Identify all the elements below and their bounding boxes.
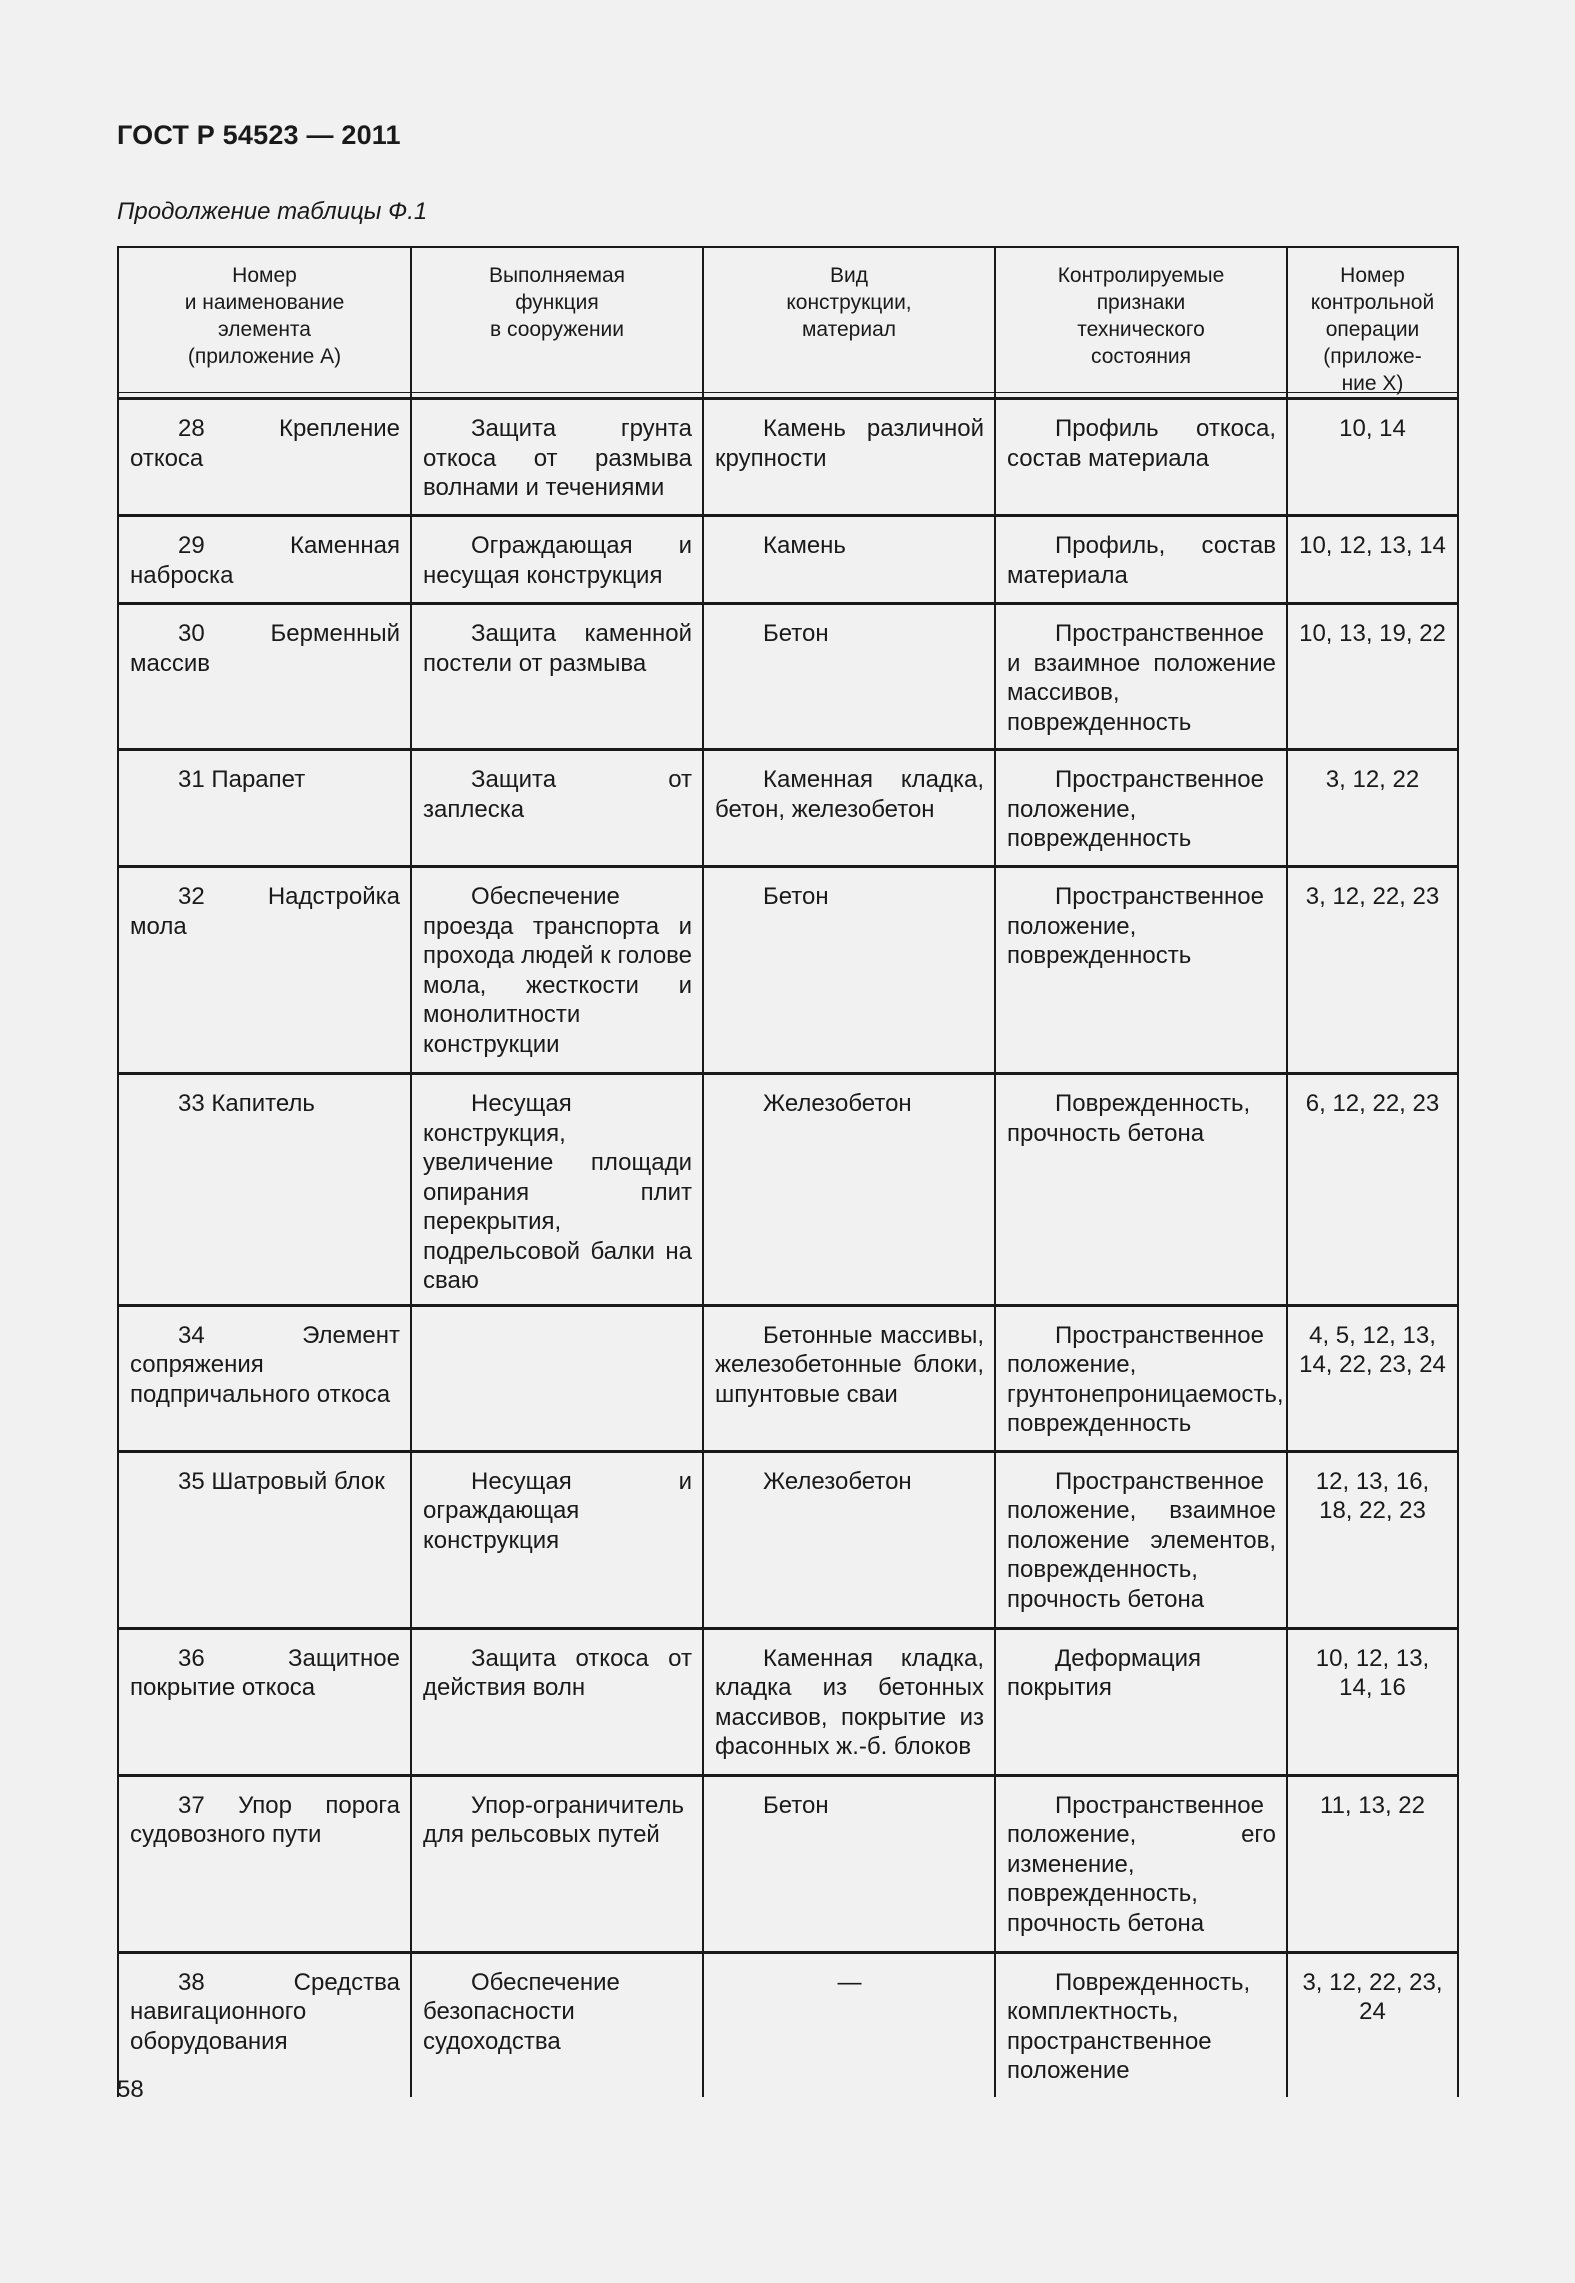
cell-element: 37 Упор порога судовозного пути (118, 1775, 411, 1952)
table-row (118, 604, 1458, 750)
cell-element: 38 Средства навигационного оборудования (118, 1952, 411, 2097)
cell-function: Упор-ограничитель для рельсовых путей (411, 1775, 703, 1952)
table-row (118, 1628, 1458, 1775)
cell-material: Каменная кладка, бетон, железобетон (703, 750, 995, 867)
table-row (118, 1451, 1458, 1628)
cell-ops: 3, 12, 22 (1287, 750, 1458, 867)
cell-element: 28 Крепление откоса (118, 399, 411, 516)
table-row (118, 1074, 1458, 1306)
cell-element: 33 Капитель (118, 1074, 411, 1306)
cell-signs: Пространственное положение, взаимное положение элементов, поврежденность, прочность бетона (995, 1451, 1287, 1628)
cell-signs: Поврежденность, комплектность, пространственное положение (995, 1952, 1287, 2097)
cell-material: — (703, 1952, 995, 2097)
cell-function (411, 1305, 703, 1451)
cell-signs: Поврежденность, прочность бетона (995, 1074, 1287, 1306)
cell-ops: 4, 5, 12, 13, 14, 22, 23, 24 (1287, 1305, 1458, 1451)
cell-function: Защита каменной постели от размыва (411, 604, 703, 750)
cell-ops: 3, 12, 22, 23, 24 (1287, 1952, 1458, 2097)
cell-material: Бетон (703, 1775, 995, 1952)
column-header-ops: Номер контрольной операции (приложе- ние Х) (1287, 247, 1458, 399)
cell-element: 35 Шатровый блок (118, 1451, 411, 1628)
cell-element: 34 Элемент сопряжения подпричального откоса (118, 1305, 411, 1451)
cell-ops: 10, 12, 13, 14 (1287, 516, 1458, 604)
table-header-row (118, 247, 1458, 399)
cell-function: Обеспечение проезда транспорта и прохода людей к голове мола, жесткости и монолитности конструкции (411, 867, 703, 1074)
cell-ops: 10, 13, 19, 22 (1287, 604, 1458, 750)
column-header-signs: Контролируемые признаки технического состояния (995, 247, 1287, 399)
cell-signs: Пространственное положение, поврежденность (995, 867, 1287, 1074)
cell-function: Защита от заплеска (411, 750, 703, 867)
cell-signs: Пространственное положение, грунтонепроницаемость, поврежденность (995, 1305, 1287, 1451)
cell-ops: 3, 12, 22, 23 (1287, 867, 1458, 1074)
cell-ops: 12, 13, 16, 18, 22, 23 (1287, 1451, 1458, 1628)
document-header: ГОСТ Р 54523 — 2011 (117, 120, 401, 150)
table-container (117, 246, 1457, 2097)
column-header-element: Номер и наименование элемента (приложение А) (118, 247, 411, 399)
table-row (118, 1952, 1458, 2097)
page-number: 58 (117, 2076, 144, 2103)
cell-function: Несущая конструкция, увеличение площади опирания плит перекрытия, подрельсовой балки на сваю (411, 1074, 703, 1306)
cell-material: Камень (703, 516, 995, 604)
cell-element: 36 Защитное покрытие откоса (118, 1628, 411, 1775)
table-row (118, 399, 1458, 516)
cell-signs: Пространственное положение, его изменение, поврежденность, прочность бетона (995, 1775, 1287, 1952)
cell-element: 29 Каменная наброска (118, 516, 411, 604)
cell-material: Бетон (703, 867, 995, 1074)
cell-ops: 6, 12, 22, 23 (1287, 1074, 1458, 1306)
cell-function: Несущая и ограждающая конструкция (411, 1451, 703, 1628)
cell-signs: Профиль откоса, состав материала (995, 399, 1287, 516)
cell-element: 31 Парапет (118, 750, 411, 867)
cell-material: Железобетон (703, 1451, 995, 1628)
cell-function: Защита откоса от действия волн (411, 1628, 703, 1775)
cell-signs: Деформация покрытия (995, 1628, 1287, 1775)
table-row (118, 867, 1458, 1074)
cell-material: Каменная кладка, кладка из бетонных массивов, покрытие из фасонных ж.-б. блоков (703, 1628, 995, 1775)
cell-ops: 10, 12, 13, 14, 16 (1287, 1628, 1458, 1775)
column-header-function: Выполняемая функция в сооружении (411, 247, 703, 399)
cell-material: Железобетон (703, 1074, 995, 1306)
cell-material: Бетонные массивы, железобетонные блоки, шпунтовые сваи (703, 1305, 995, 1451)
cell-ops: 11, 13, 22 (1287, 1775, 1458, 1952)
data-table (117, 246, 1459, 2097)
cell-element: 30 Берменный массив (118, 604, 411, 750)
table-row (118, 1305, 1458, 1451)
cell-function: Защита грунта откоса от размыва волнами и течениями (411, 399, 703, 516)
cell-signs: Пространственное и взаимное положение массивов, поврежденность (995, 604, 1287, 750)
cell-ops: 10, 14 (1287, 399, 1458, 516)
table-row (118, 750, 1458, 867)
cell-function: Обеспечение безопасности судоходства (411, 1952, 703, 2097)
cell-material: Бетон (703, 604, 995, 750)
cell-element: 32 Надстройка мола (118, 867, 411, 1074)
table-row (118, 1775, 1458, 1952)
table-caption: Продолжение таблицы Ф.1 (117, 198, 428, 225)
cell-function: Ограждающая и несущая конструкция (411, 516, 703, 604)
cell-signs: Профиль, состав материала (995, 516, 1287, 604)
cell-signs: Пространственное положение, поврежденность (995, 750, 1287, 867)
table-row (118, 516, 1458, 604)
column-header-material: Вид конструкции, материал (703, 247, 995, 399)
cell-material: Камень различной крупности (703, 399, 995, 516)
